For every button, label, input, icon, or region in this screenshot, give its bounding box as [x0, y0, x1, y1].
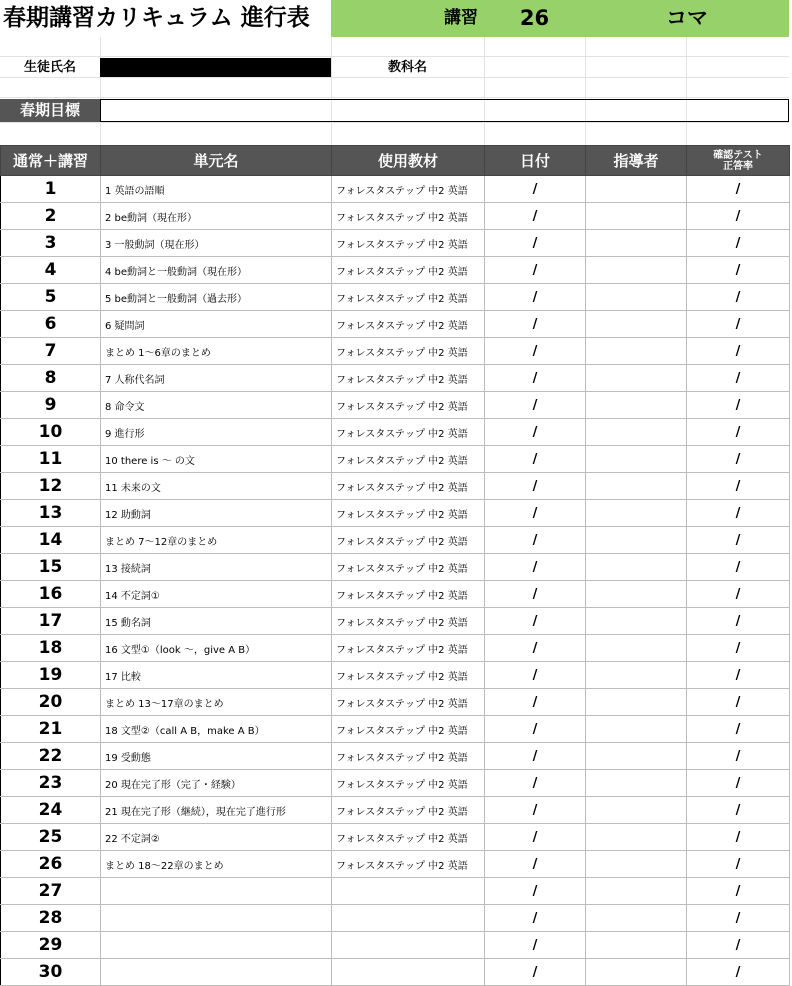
instructor-cell[interactable]	[586, 851, 687, 878]
row-number: 15	[1, 554, 101, 581]
test-score-cell[interactable]: /	[687, 581, 790, 608]
unit-name-cell[interactable]: 8 命令文	[101, 392, 332, 419]
test-score-cell[interactable]: /	[687, 311, 790, 338]
date-cell[interactable]: /	[485, 446, 586, 473]
row-number: 16	[1, 581, 101, 608]
row-number: 14	[1, 527, 101, 554]
table-row	[1, 635, 790, 662]
date-cell[interactable]: /	[485, 608, 586, 635]
table-row	[1, 500, 790, 527]
test-score-cell[interactable]: /	[687, 446, 790, 473]
instructor-cell[interactable]	[586, 203, 687, 230]
table-row	[1, 230, 790, 257]
col-header-unit: 単元名	[101, 146, 332, 176]
col-header-number: 通常＋講習	[1, 146, 101, 176]
table-row	[1, 527, 790, 554]
test-score-cell[interactable]: /	[687, 203, 790, 230]
instructor-cell[interactable]	[586, 581, 687, 608]
col-header-test-line1: 確認テスト	[713, 149, 763, 161]
goal-label: 春期目標	[0, 99, 100, 122]
test-score-cell[interactable]: /	[687, 716, 790, 743]
material-cell[interactable]: フォレスタステップ 中2 英語	[332, 662, 485, 689]
test-score-cell[interactable]: /	[687, 770, 790, 797]
row-number: 2	[1, 203, 101, 230]
material-cell[interactable]: フォレスタステップ 中2 英語	[332, 203, 485, 230]
test-score-cell[interactable]: /	[687, 878, 790, 905]
material-cell[interactable]: フォレスタステップ 中2 英語	[332, 392, 485, 419]
koshu-label: 講習	[444, 8, 478, 28]
row-number: 8	[1, 365, 101, 392]
material-cell[interactable]: フォレスタステップ 中2 英語	[332, 311, 485, 338]
curriculum-table	[0, 145, 790, 986]
row-number: 24	[1, 797, 101, 824]
student-name-field[interactable]	[100, 58, 331, 77]
date-cell[interactable]: /	[485, 851, 586, 878]
test-score-cell[interactable]: /	[687, 338, 790, 365]
table-row	[1, 338, 790, 365]
test-score-cell[interactable]: /	[687, 176, 790, 203]
material-cell[interactable]: フォレスタステップ 中2 英語	[332, 500, 485, 527]
unit-name-cell[interactable]: 20 現在完了形（完了・経験）	[101, 770, 332, 797]
instructor-cell[interactable]	[586, 527, 687, 554]
table-row	[1, 392, 790, 419]
date-cell[interactable]: /	[485, 338, 586, 365]
test-score-cell[interactable]: /	[687, 419, 790, 446]
table-row	[1, 419, 790, 446]
row-number: 17	[1, 608, 101, 635]
material-cell[interactable]: フォレスタステップ 中2 英語	[332, 797, 485, 824]
test-score-cell[interactable]: /	[687, 392, 790, 419]
material-cell[interactable]: フォレスタステップ 中2 英語	[332, 446, 485, 473]
col-header-instructor: 指導者	[586, 146, 687, 176]
instructor-cell[interactable]	[586, 554, 687, 581]
test-score-cell[interactable]: /	[687, 527, 790, 554]
material-cell[interactable]: フォレスタステップ 中2 英語	[332, 635, 485, 662]
unit-name-cell[interactable]	[101, 905, 332, 932]
material-cell[interactable]: フォレスタステップ 中2 英語	[332, 338, 485, 365]
row-number: 19	[1, 662, 101, 689]
date-cell[interactable]: /	[485, 878, 586, 905]
unit-name-cell[interactable]: まとめ 1〜6章のまとめ	[101, 338, 332, 365]
unit-name-cell[interactable]: 16 文型①（look 〜，give A B）	[101, 635, 332, 662]
date-cell[interactable]: /	[485, 392, 586, 419]
row-number: 28	[1, 905, 101, 932]
material-cell[interactable]: フォレスタステップ 中2 英語	[332, 176, 485, 203]
material-cell[interactable]	[332, 959, 485, 986]
test-score-cell[interactable]: /	[687, 230, 790, 257]
row-number: 30	[1, 959, 101, 986]
row-number: 13	[1, 500, 101, 527]
subject-label: 教科名	[387, 60, 427, 75]
material-cell[interactable]	[332, 878, 485, 905]
date-cell[interactable]: /	[485, 662, 586, 689]
table-row	[1, 176, 790, 203]
test-score-cell[interactable]: /	[687, 473, 790, 500]
table-row	[1, 905, 790, 932]
test-score-cell[interactable]: /	[687, 824, 790, 851]
goal-field[interactable]	[100, 99, 789, 122]
instructor-cell[interactable]	[586, 176, 687, 203]
row-number: 25	[1, 824, 101, 851]
instructor-cell[interactable]	[586, 797, 687, 824]
date-cell[interactable]: /	[485, 554, 586, 581]
material-cell[interactable]: フォレスタステップ 中2 英語	[332, 230, 485, 257]
row-number: 11	[1, 446, 101, 473]
test-score-cell[interactable]: /	[687, 932, 790, 959]
test-score-cell[interactable]: /	[687, 608, 790, 635]
material-cell[interactable]: フォレスタステップ 中2 英語	[332, 527, 485, 554]
row-number: 23	[1, 770, 101, 797]
unit-name-cell[interactable]: 7 人称代名詞	[101, 365, 332, 392]
table-row	[1, 311, 790, 338]
date-cell[interactable]: /	[485, 176, 586, 203]
instructor-cell[interactable]	[586, 932, 687, 959]
instructor-cell[interactable]	[586, 878, 687, 905]
row-number: 6	[1, 311, 101, 338]
test-score-cell[interactable]: /	[687, 905, 790, 932]
date-cell[interactable]: /	[485, 689, 586, 716]
date-cell[interactable]: /	[485, 311, 586, 338]
row-number: 9	[1, 392, 101, 419]
date-cell[interactable]: /	[485, 905, 586, 932]
table-row	[1, 770, 790, 797]
col-header-date: 日付	[485, 146, 586, 176]
table-row	[1, 689, 790, 716]
instructor-cell[interactable]	[586, 716, 687, 743]
unit-name-cell[interactable]: まとめ 7〜12章のまとめ	[101, 527, 332, 554]
instructor-cell[interactable]	[586, 338, 687, 365]
instructor-cell[interactable]	[586, 824, 687, 851]
session-unit: コマ	[585, 0, 789, 37]
date-cell[interactable]: /	[485, 797, 586, 824]
unit-name-cell[interactable]: まとめ 18〜22章のまとめ	[101, 851, 332, 878]
instructor-cell[interactable]	[586, 284, 687, 311]
unit-name-cell[interactable]: 10 there is 〜 の文	[101, 446, 332, 473]
date-cell[interactable]: /	[485, 230, 586, 257]
test-score-cell[interactable]: /	[687, 851, 790, 878]
unit-name-cell[interactable]: 18 文型②（call A B，make A B）	[101, 716, 332, 743]
date-cell[interactable]: /	[485, 419, 586, 446]
instructor-cell[interactable]	[586, 311, 687, 338]
unit-name-cell[interactable]: 4 be動詞と一般動詞（現在形）	[101, 257, 332, 284]
unit-name-cell[interactable]: 11 未来の文	[101, 473, 332, 500]
material-cell[interactable]	[332, 932, 485, 959]
instructor-cell[interactable]	[586, 743, 687, 770]
student-name-label: 生徒氏名	[23, 60, 76, 75]
test-score-cell[interactable]: /	[687, 284, 790, 311]
instructor-cell[interactable]	[586, 257, 687, 284]
test-score-cell[interactable]: /	[687, 662, 790, 689]
date-cell[interactable]: /	[485, 257, 586, 284]
table-row	[1, 716, 790, 743]
row-number: 10	[1, 419, 101, 446]
col-header-test-line2: 正答率	[723, 160, 753, 172]
instructor-cell[interactable]	[586, 635, 687, 662]
row-number: 22	[1, 743, 101, 770]
table-row	[1, 743, 790, 770]
row-number: 20	[1, 689, 101, 716]
unit-name-cell[interactable]: 5 be動詞と一般動詞（過去形）	[101, 284, 332, 311]
material-cell[interactable]: フォレスタステップ 中2 英語	[332, 770, 485, 797]
row-number: 18	[1, 635, 101, 662]
test-score-cell[interactable]: /	[687, 797, 790, 824]
table-row	[1, 851, 790, 878]
row-number: 29	[1, 932, 101, 959]
row-number: 5	[1, 284, 101, 311]
table-row	[1, 554, 790, 581]
table-row	[1, 662, 790, 689]
table-row	[1, 365, 790, 392]
material-cell[interactable]: フォレスタステップ 中2 英語	[332, 581, 485, 608]
unit-name-cell[interactable]: 22 不定詞②	[101, 824, 332, 851]
date-cell[interactable]: /	[485, 527, 586, 554]
unit-name-cell[interactable]	[101, 878, 332, 905]
unit-name-cell[interactable]: 19 受動態	[101, 743, 332, 770]
row-number: 4	[1, 257, 101, 284]
instructor-cell[interactable]	[586, 419, 687, 446]
instructor-cell[interactable]	[586, 689, 687, 716]
table-row	[1, 824, 790, 851]
material-cell[interactable]: フォレスタステップ 中2 英語	[332, 716, 485, 743]
date-cell[interactable]: /	[485, 635, 586, 662]
material-cell[interactable]: フォレスタステップ 中2 英語	[332, 851, 485, 878]
material-cell[interactable]: フォレスタステップ 中2 英語	[332, 608, 485, 635]
instructor-cell[interactable]	[586, 446, 687, 473]
unit-name-cell[interactable]: 3 一般動詞（現在形）	[101, 230, 332, 257]
row-number: 27	[1, 878, 101, 905]
session-count[interactable]: 26	[484, 0, 585, 37]
date-cell[interactable]: /	[485, 365, 586, 392]
table-row	[1, 284, 790, 311]
test-score-cell[interactable]: /	[687, 257, 790, 284]
unit-name-cell[interactable]	[101, 932, 332, 959]
col-header-material: 使用教材	[332, 146, 485, 176]
material-cell[interactable]: フォレスタステップ 中2 英語	[332, 473, 485, 500]
date-cell[interactable]: /	[485, 824, 586, 851]
unit-name-cell[interactable]: 12 助動詞	[101, 500, 332, 527]
table-row	[1, 959, 790, 986]
instructor-cell[interactable]	[586, 959, 687, 986]
instructor-cell[interactable]	[586, 392, 687, 419]
instructor-cell[interactable]	[586, 473, 687, 500]
instructor-cell[interactable]	[586, 365, 687, 392]
row-number: 12	[1, 473, 101, 500]
unit-name-cell[interactable]: 6 疑問詞	[101, 311, 332, 338]
instructor-cell[interactable]	[586, 905, 687, 932]
material-cell[interactable]: フォレスタステップ 中2 英語	[332, 284, 485, 311]
table-row	[1, 473, 790, 500]
test-score-cell[interactable]: /	[687, 635, 790, 662]
unit-name-cell[interactable]: まとめ 13〜17章のまとめ	[101, 689, 332, 716]
header-green-block	[331, 0, 484, 37]
table-row	[1, 932, 790, 959]
table-row	[1, 581, 790, 608]
page-title: 春期講習カリキュラム 進行表	[3, 5, 310, 31]
instructor-cell[interactable]	[586, 770, 687, 797]
test-score-cell[interactable]: /	[687, 554, 790, 581]
row-number: 26	[1, 851, 101, 878]
material-cell[interactable]: フォレスタステップ 中2 英語	[332, 365, 485, 392]
test-score-cell[interactable]: /	[687, 365, 790, 392]
material-cell[interactable]: フォレスタステップ 中2 英語	[332, 743, 485, 770]
instructor-cell[interactable]	[586, 608, 687, 635]
test-score-cell[interactable]: /	[687, 689, 790, 716]
row-number: 7	[1, 338, 101, 365]
unit-name-cell[interactable]: 14 不定詞①	[101, 581, 332, 608]
instructor-cell[interactable]	[586, 662, 687, 689]
date-cell[interactable]: /	[485, 743, 586, 770]
table-row	[1, 608, 790, 635]
unit-name-cell[interactable]: 1 英語の語順	[101, 176, 332, 203]
instructor-cell[interactable]	[586, 230, 687, 257]
test-score-cell[interactable]: /	[687, 959, 790, 986]
date-cell[interactable]: /	[485, 473, 586, 500]
row-number: 1	[1, 176, 101, 203]
unit-name-cell[interactable]	[101, 959, 332, 986]
date-cell[interactable]: /	[485, 581, 586, 608]
test-score-cell[interactable]: /	[687, 500, 790, 527]
date-cell[interactable]: /	[485, 203, 586, 230]
table-row	[1, 446, 790, 473]
col-header-test	[687, 146, 790, 176]
material-cell[interactable]: フォレスタステップ 中2 英語	[332, 419, 485, 446]
instructor-cell[interactable]	[586, 500, 687, 527]
date-cell[interactable]: /	[485, 716, 586, 743]
table-header-row	[1, 146, 790, 176]
material-cell[interactable]: フォレスタステップ 中2 英語	[332, 689, 485, 716]
unit-name-cell[interactable]: 13 接続詞	[101, 554, 332, 581]
unit-name-cell[interactable]: 17 比較	[101, 662, 332, 689]
unit-name-cell[interactable]: 15 動名詞	[101, 608, 332, 635]
unit-name-cell[interactable]: 9 進行形	[101, 419, 332, 446]
date-cell[interactable]: /	[485, 770, 586, 797]
unit-name-cell[interactable]: 21 現在完了形（継続），現在完了進行形	[101, 797, 332, 824]
unit-name-cell[interactable]: 2 be動詞（現在形）	[101, 203, 332, 230]
material-cell[interactable]: フォレスタステップ 中2 英語	[332, 824, 485, 851]
row-number: 21	[1, 716, 101, 743]
row-number: 3	[1, 230, 101, 257]
table-row	[1, 257, 790, 284]
table-row	[1, 203, 790, 230]
subject-field[interactable]	[484, 58, 789, 77]
date-cell[interactable]: /	[485, 284, 586, 311]
test-score-cell[interactable]: /	[687, 743, 790, 770]
material-cell[interactable]	[332, 905, 485, 932]
table-row	[1, 797, 790, 824]
material-cell[interactable]: フォレスタステップ 中2 英語	[332, 257, 485, 284]
date-cell[interactable]: /	[485, 959, 586, 986]
table-row	[1, 878, 790, 905]
date-cell[interactable]: /	[485, 500, 586, 527]
date-cell[interactable]: /	[485, 932, 586, 959]
material-cell[interactable]: フォレスタステップ 中2 英語	[332, 554, 485, 581]
